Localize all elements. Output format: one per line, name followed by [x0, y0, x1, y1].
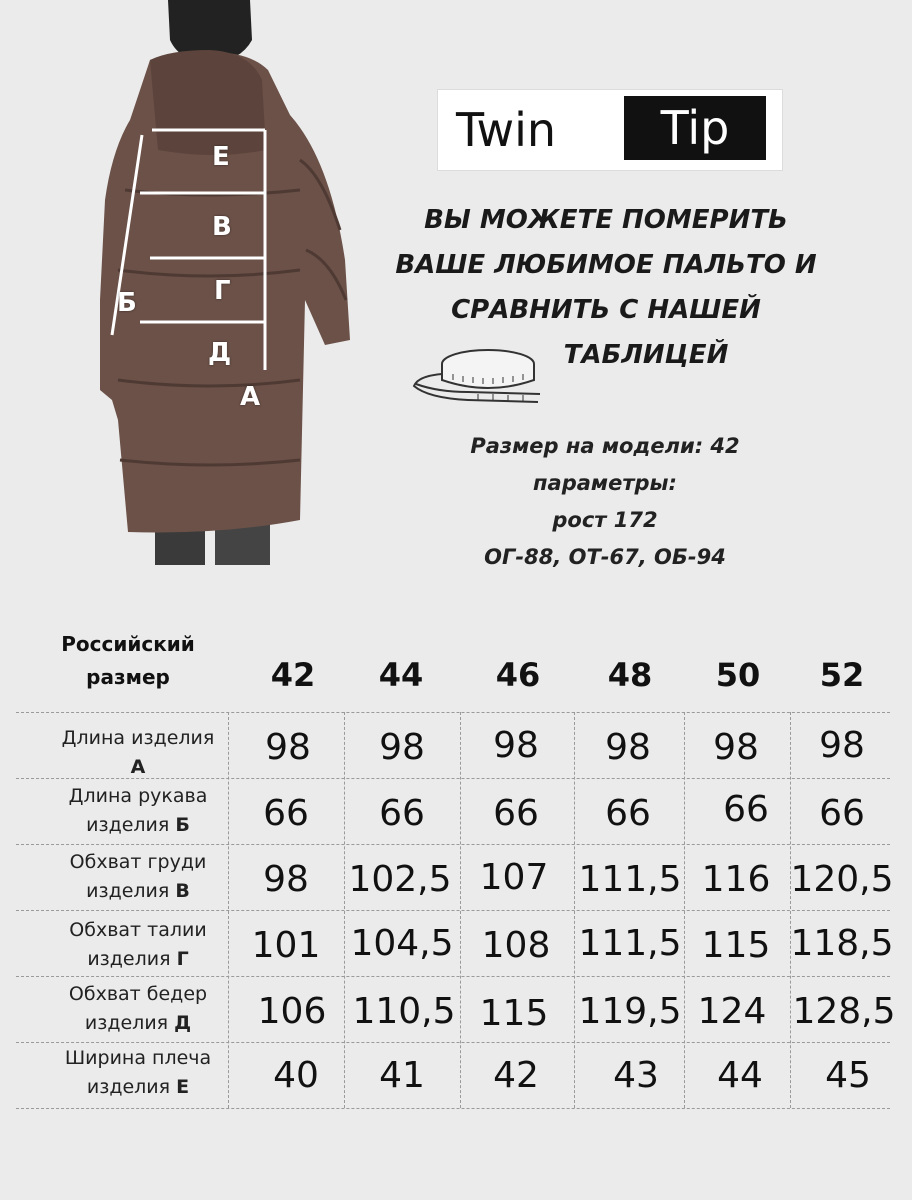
table-cell: 44 — [717, 1055, 763, 1096]
table-cell: 98 — [819, 725, 865, 766]
row-label-line: Обхват груди — [69, 851, 207, 873]
table-cell: 98 — [263, 859, 309, 900]
row-label-letter: В — [175, 880, 190, 902]
row-label-sleeve — [18, 782, 258, 840]
grid-divider — [16, 1108, 890, 1109]
grid-divider — [16, 712, 890, 713]
table-cell: 98 — [713, 727, 759, 768]
header-label-line: размер — [86, 665, 170, 689]
grid-divider — [574, 712, 575, 1108]
table-cell: 41 — [379, 1055, 425, 1096]
headline-line: ВАШЕ ЛЮБИМОЕ ПАЛЬТО И — [395, 250, 817, 280]
table-cell: 98 — [493, 725, 539, 766]
table-cell: 42 — [493, 1055, 539, 1096]
measure-letter-b: Б — [117, 288, 137, 318]
grid-divider — [344, 712, 345, 1108]
table-cell: 115 — [479, 993, 549, 1034]
table-cell: 66 — [493, 793, 539, 834]
table-cell: 104,5 — [350, 923, 454, 964]
table-cell: 102,5 — [348, 859, 452, 900]
size-header: 52 — [819, 656, 865, 694]
size-header: 42 — [270, 656, 316, 694]
row-label-waist — [18, 916, 258, 974]
table-cell: 101 — [251, 925, 321, 966]
measure-letter-e: Е — [212, 142, 230, 172]
brand-logo — [438, 90, 782, 170]
table-cell: 111,5 — [578, 859, 682, 900]
row-label-line: Длина рукава — [68, 785, 208, 807]
size-header: 50 — [715, 656, 761, 694]
headline-line: СРАВНИТЬ С НАШЕЙ — [451, 295, 761, 325]
measure-letter-g: Г — [214, 276, 231, 306]
row-label-line: изделия — [86, 880, 170, 902]
table-cell: 107 — [479, 857, 549, 898]
model-params-label: параметры: — [533, 471, 677, 495]
row-label-line: Ширина плеча — [64, 1047, 212, 1069]
row-label-line: Обхват бедер — [68, 983, 208, 1005]
headline-line: ВЫ МОЖЕТЕ ПОМЕРИТЬ — [424, 205, 788, 235]
row-label-letter: А — [130, 756, 146, 778]
row-label-line: изделия — [86, 1076, 171, 1098]
size-header: 44 — [378, 656, 424, 694]
table-header-label — [30, 628, 226, 694]
model-photo — [0, 0, 360, 565]
row-label-letter: Д — [174, 1012, 192, 1034]
row-label-chest — [18, 848, 258, 906]
row-label-line: Длина изделия — [61, 727, 215, 749]
headline-line: ТАБЛИЦЕЙ — [563, 340, 729, 370]
grid-divider — [16, 910, 890, 911]
model-height: рост 172 — [552, 508, 658, 532]
grid-divider — [684, 712, 685, 1108]
row-label-line: изделия — [87, 948, 171, 970]
table-cell: 110,5 — [352, 991, 456, 1032]
table-cell: 119,5 — [578, 991, 682, 1032]
table-cell: 98 — [379, 727, 425, 768]
row-label-letter: Г — [176, 948, 189, 970]
measure-letter-v: В — [212, 212, 232, 242]
grid-divider — [790, 712, 791, 1108]
table-cell: 108 — [481, 925, 551, 966]
size-header: 48 — [607, 656, 653, 694]
table-cell: 43 — [613, 1055, 659, 1096]
table-cell: 40 — [273, 1055, 319, 1096]
header-label-line: Российский — [61, 632, 195, 656]
model-size: Размер на модели: 42 — [470, 434, 740, 458]
model-info — [430, 428, 780, 576]
table-cell: 66 — [819, 793, 865, 834]
table-cell: 124 — [697, 991, 767, 1032]
measure-letter-d: Д — [208, 338, 232, 368]
logo-text-left: Twin — [456, 103, 557, 157]
table-cell: 66 — [605, 793, 651, 834]
table-cell: 66 — [723, 789, 769, 830]
table-cell: 120,5 — [790, 859, 894, 900]
row-label-hips — [18, 980, 258, 1038]
row-label-line: изделия — [84, 1012, 169, 1034]
table-cell: 115 — [701, 925, 771, 966]
grid-divider — [460, 712, 461, 1108]
size-header: 46 — [495, 656, 541, 694]
model-measurements: ОГ-88, ОТ-67, ОБ-94 — [484, 545, 726, 569]
tape-measure-icon — [408, 340, 548, 412]
row-label-letter: Е — [176, 1076, 190, 1098]
grid-divider — [16, 976, 890, 977]
table-cell: 98 — [605, 727, 651, 768]
table-cell: 106 — [257, 991, 327, 1032]
table-cell: 45 — [825, 1055, 871, 1096]
table-cell: 111,5 — [578, 923, 682, 964]
grid-divider — [16, 1042, 890, 1043]
row-label-shoulder — [18, 1044, 258, 1102]
row-label-line: Обхват талии — [69, 919, 207, 941]
table-cell: 128,5 — [792, 991, 896, 1032]
table-cell: 118,5 — [790, 923, 894, 964]
table-cell: 66 — [379, 793, 425, 834]
coat-illustration — [0, 0, 360, 565]
table-cell: 116 — [701, 859, 771, 900]
logo-text-right: Tip — [624, 96, 766, 160]
row-label-letter: Б — [175, 814, 190, 836]
row-label-length — [18, 724, 258, 782]
table-cell: 66 — [263, 793, 309, 834]
measure-letter-a: А — [240, 382, 261, 412]
grid-divider — [16, 844, 890, 845]
table-cell: 98 — [265, 727, 311, 768]
row-label-line: изделия — [86, 814, 170, 836]
